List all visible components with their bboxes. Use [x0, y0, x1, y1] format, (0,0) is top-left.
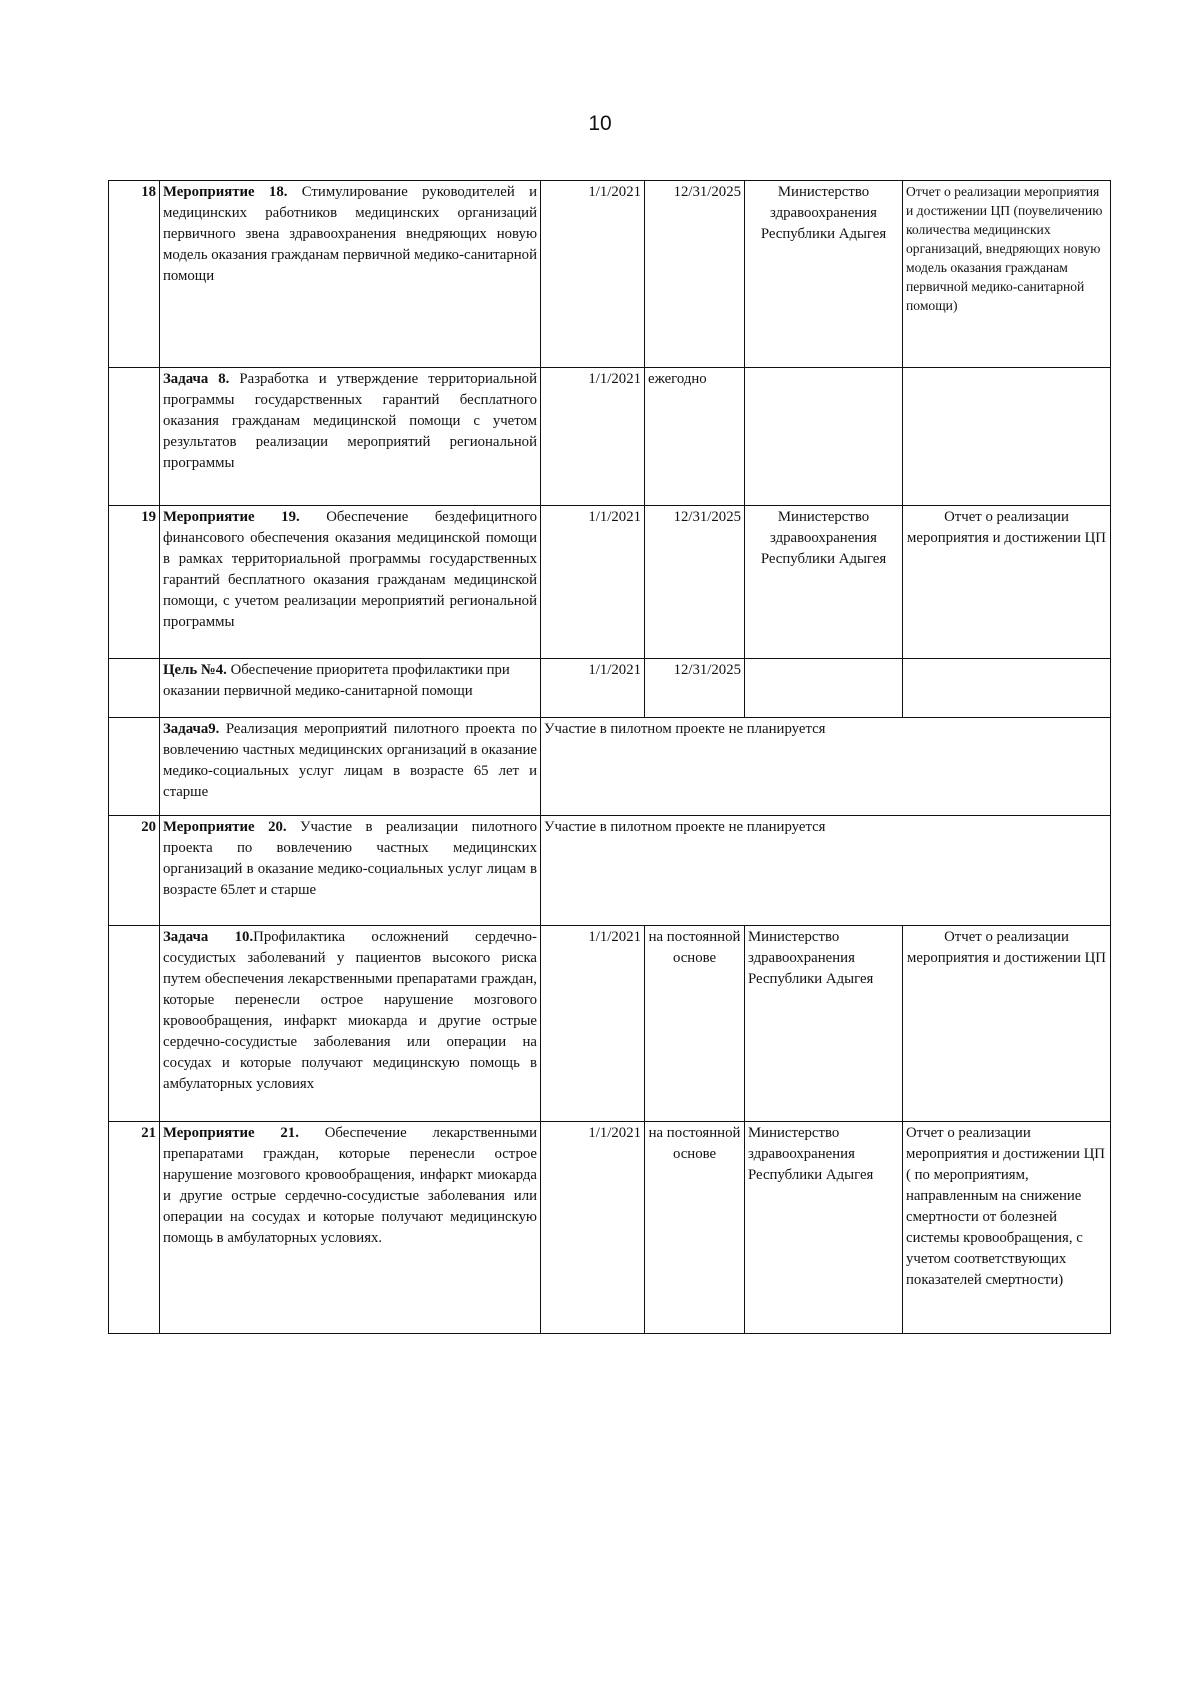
- start-date: 1/1/2021: [541, 506, 645, 659]
- report-result: Отчет о реализации мероприятия и достижении ЦП: [903, 506, 1111, 659]
- table-row: [109, 181, 1111, 368]
- responsible-executor: Министерство здравоохранения Республики Адыгея: [745, 506, 903, 659]
- report-result: Отчет о реализации мероприятия и достижении ЦП ( по мероприятиям, направленным на снижение смертности от болезней системы кровообращения, с учетом соответствующих показателей смертности): [903, 1122, 1111, 1334]
- start-date: 1/1/2021: [541, 368, 645, 506]
- responsible-executor: Министерство здравоохранения Республики Адыгея: [745, 1122, 903, 1334]
- end-date: на постоянной основе: [645, 926, 745, 1122]
- report-result: Отчет о реализации мероприятия и достижении ЦП (поувеличению количества медицинских организаций, внедряющих новую модель оказания гражданам первичной медико-санитарной помощи): [903, 181, 1111, 368]
- activity-description: [160, 368, 541, 506]
- row-number: [109, 926, 160, 1122]
- end-date: 12/31/2025: [645, 506, 745, 659]
- activity-description: [160, 659, 541, 718]
- table-row: [109, 659, 1111, 718]
- activity-label: Мероприятие 21.: [163, 1125, 299, 1141]
- table-row: [109, 718, 1111, 816]
- row-number: [109, 368, 160, 506]
- merged-note: Участие в пилотном проекте не планируется: [541, 718, 1111, 816]
- row-number: 21: [109, 1122, 160, 1334]
- responsible-executor: Министерство здравоохранения Республики Адыгея: [745, 181, 903, 368]
- activity-description: [160, 718, 541, 816]
- table-row: [109, 816, 1111, 926]
- report-result: [903, 659, 1111, 718]
- end-date: на постоянной основе: [645, 1122, 745, 1334]
- start-date: 1/1/2021: [541, 1122, 645, 1334]
- table-row: [109, 368, 1111, 506]
- start-date: 1/1/2021: [541, 926, 645, 1122]
- activity-label: Мероприятие 20.: [163, 819, 287, 835]
- responsible-executor: Министерство здравоохранения Республики Адыгея: [745, 926, 903, 1122]
- activity-description: [160, 506, 541, 659]
- activity-text: Участие в реализации пилотного проекта по вовлечению частных медицинских организаций в оказание медико-социальных услуг лицам в возрасте 65лет и старше: [163, 819, 537, 898]
- activity-text: Обеспечение лекарственными препаратами граждан, которые перенесли острое нарушение мозгового кровообращения, инфаркт миокарда и другие острые сердечно-сосудистые заболевания или операции на сосудах и которые получают медицинскую помощь в амбулаторных условиях.: [163, 1125, 537, 1246]
- activity-text: Разработка и утверждение территориальной программы государственных гарантий бесплатного оказания гражданам медицинской помощи с учетом результатов реализации мероприятий региональной программы: [163, 371, 537, 471]
- end-date: ежегодно: [645, 368, 745, 506]
- activity-text: Профилактика осложнений сердечно-сосудистых заболеваний у пациентов высокого риска путем обеспечения лекарственными препаратами граждан, которые перенесли острое нарушение мозгового кровообращения, инфаркт миокарда и другие острые сердечно-сосудистые заболевания или операции на сосудах и которые получают медицинскую помощь в амбулаторных условиях: [163, 929, 537, 1092]
- activity-description: [160, 926, 541, 1122]
- responsible-executor: [745, 659, 903, 718]
- end-date: 12/31/2025: [645, 181, 745, 368]
- table-row: [109, 926, 1111, 1122]
- responsible-executor: [745, 368, 903, 506]
- activity-label: Задача 10.: [163, 929, 254, 945]
- activity-text: Обеспечение приоритета профилактики при оказании первичной медико-санитарной помощи: [163, 662, 510, 699]
- start-date: 1/1/2021: [541, 181, 645, 368]
- activity-label: Задача 8.: [163, 371, 230, 387]
- report-result: Отчет о реализации мероприятия и достижении ЦП: [903, 926, 1111, 1122]
- row-number: 18: [109, 181, 160, 368]
- activity-text: Реализация мероприятий пилотного проекта по вовлечению частных медицинских организаций в оказание медико-социальных услуг лицам в возрасте 65 лет и старше: [163, 721, 537, 800]
- page-number: 10: [588, 112, 612, 135]
- report-result: [903, 368, 1111, 506]
- activity-label: Мероприятие 19.: [163, 509, 300, 525]
- activity-text: Стимулирование руководителей и медицинских работников медицинских организаций первичного звена здравоохранения внедряющих новую модель оказания гражданам первичной медико-санитарной помощи: [163, 184, 537, 284]
- activities-table: [108, 180, 1111, 1334]
- activity-description: [160, 816, 541, 926]
- activity-description: [160, 1122, 541, 1334]
- start-date: 1/1/2021: [541, 659, 645, 718]
- row-number: 20: [109, 816, 160, 926]
- end-date: 12/31/2025: [645, 659, 745, 718]
- merged-note: Участие в пилотном проекте не планируется: [541, 816, 1111, 926]
- activity-description: [160, 181, 541, 368]
- activity-label: Задача9.: [163, 721, 220, 737]
- activity-label: Мероприятие 18.: [163, 184, 288, 200]
- activity-label: Цель №4.: [163, 662, 227, 678]
- row-number: 19: [109, 506, 160, 659]
- table-row: [109, 506, 1111, 659]
- activity-text: Обеспечение бездефицитного финансового обеспечения оказания медицинской помощи в рамках территориальной программы государственных гарантий бесплатного оказания гражданам медицинской помощи, с учетом реализации мероприятий региональной программы: [163, 509, 537, 630]
- row-number: [109, 659, 160, 718]
- table-row: [109, 1122, 1111, 1334]
- row-number: [109, 718, 160, 816]
